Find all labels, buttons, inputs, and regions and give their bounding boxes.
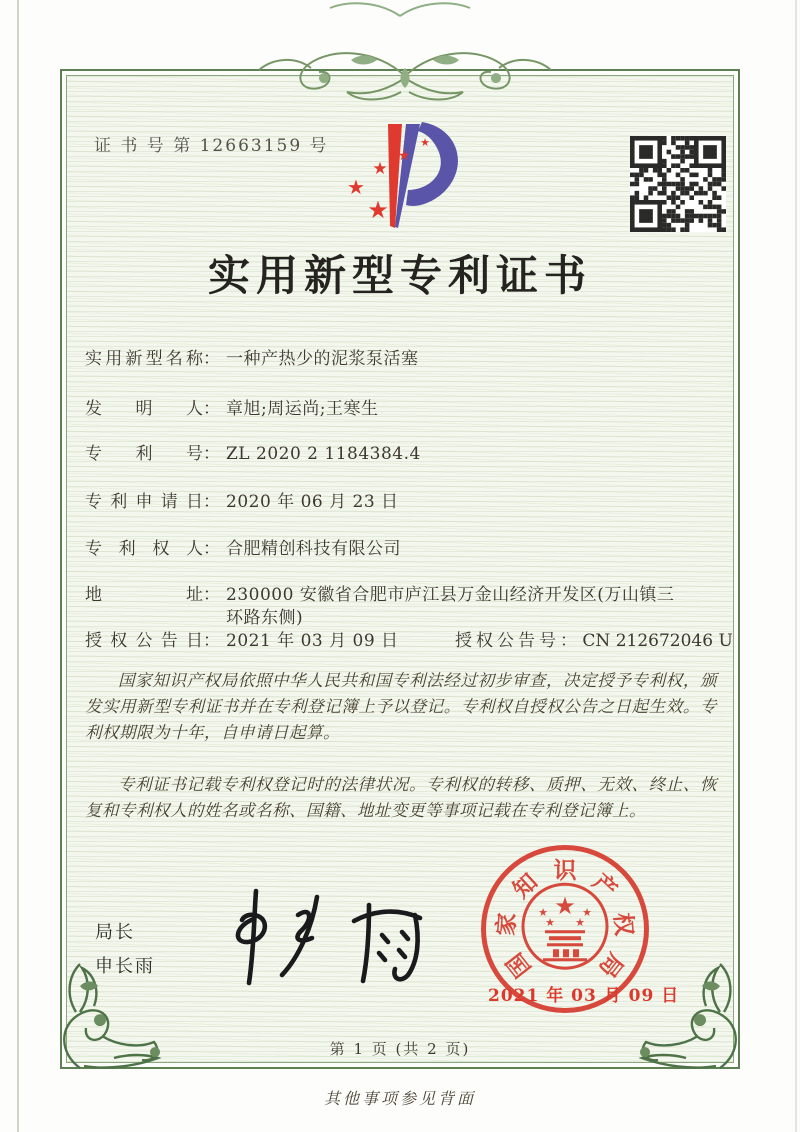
legal-paragraph-1: 国家知识产权局依照中华人民共和国专利法经过初步审查，决定授予专利权，颁发实用新型专利证书并在专利登记簿上予以登记。专利权自授权公告之日起生效。专利权期限为十年，自申请日起算。 <box>85 671 717 742</box>
svg-text:★: ★ <box>582 906 592 920</box>
qr-code <box>630 136 726 232</box>
field-label: 发明人 <box>85 399 203 419</box>
field-row-inventor <box>85 398 725 421</box>
director-title: 局长 <box>95 922 135 943</box>
field-value: ZL 2020 2 1184384.4 <box>226 444 421 464</box>
certificate-number: 证 书 号 第 12663159 号 <box>94 136 329 156</box>
field-colon: ： <box>203 585 220 605</box>
field-label: 专利号 <box>85 444 203 464</box>
page-number-info: 第 1 页 (共 2 页) <box>329 1040 471 1058</box>
svg-text:★: ★ <box>575 916 585 930</box>
field-label: 专利申请日 <box>85 492 203 512</box>
director-name: 申长雨 <box>95 956 155 977</box>
certificate-title: 实用新型专利证书 <box>207 251 592 300</box>
svg-text:★: ★ <box>420 136 430 149</box>
svg-text:★: ★ <box>372 159 388 179</box>
field-colon: ： <box>203 631 220 651</box>
cnipa-logo <box>328 108 478 240</box>
field-label: 授权公告日 <box>85 631 203 651</box>
field-label: 实用新型名称 <box>85 349 203 369</box>
svg-text:★: ★ <box>538 906 548 920</box>
field-colon: ： <box>203 492 220 512</box>
field-colon: ： <box>203 539 220 559</box>
back-side-note: 其他事项参见背面 <box>323 1089 476 1108</box>
svg-text:★: ★ <box>545 916 555 930</box>
field-row-name <box>85 348 725 371</box>
field-value: 230000 安徽省合肥市庐江县万金山经济开发区(万山镇三环路东侧) <box>226 585 675 628</box>
director-signature <box>218 885 433 990</box>
field-value: 章旭;周运尚;王寒生 <box>226 399 379 419</box>
field-colon: ： <box>560 631 577 651</box>
field-row-patent-number <box>85 443 725 466</box>
svg-text:★: ★ <box>347 175 365 199</box>
page-left-edge <box>17 0 19 1132</box>
svg-text:★: ★ <box>397 148 411 164</box>
field-label: 地址 <box>85 585 203 605</box>
grant-number-value: CN 212672046 U <box>582 631 733 651</box>
top-edge-ornament <box>300 0 500 18</box>
seal-national-emblem <box>519 880 611 972</box>
field-row-address <box>85 584 725 630</box>
field-colon: ： <box>203 399 220 419</box>
page-right-edge <box>795 0 797 1132</box>
svg-text:★: ★ <box>554 892 576 921</box>
field-row-grant <box>85 630 733 653</box>
field-row-patentee <box>85 538 725 561</box>
field-colon: ： <box>203 444 220 464</box>
grant-number-label: 授权公告号 <box>455 631 560 651</box>
field-value: 一种产热少的泥浆泵活塞 <box>226 349 419 369</box>
seal-date: 2021 年 03 月 09 日 <box>488 986 680 1006</box>
field-value: 合肥精创科技有限公司 <box>226 539 401 559</box>
field-label: 专利权人 <box>85 539 203 559</box>
seal-arc-text: 国 家 知 识 产 权 局 <box>491 856 639 983</box>
field-row-filing-date <box>85 491 725 514</box>
field-value: 2020 年 06 月 23 日 <box>226 492 399 512</box>
field-colon: ： <box>203 349 220 369</box>
legal-paragraph-2: 专利证书记载专利权登记时的法律状况。专利权的转移、质押、无效、终止、恢复和专利权人的姓名或名称、国籍、地址变更等事项记载在专利登记簿上。 <box>85 775 717 820</box>
svg-text:★: ★ <box>367 196 389 224</box>
grant-date-value: 2021 年 03 月 09 日 <box>226 631 399 651</box>
